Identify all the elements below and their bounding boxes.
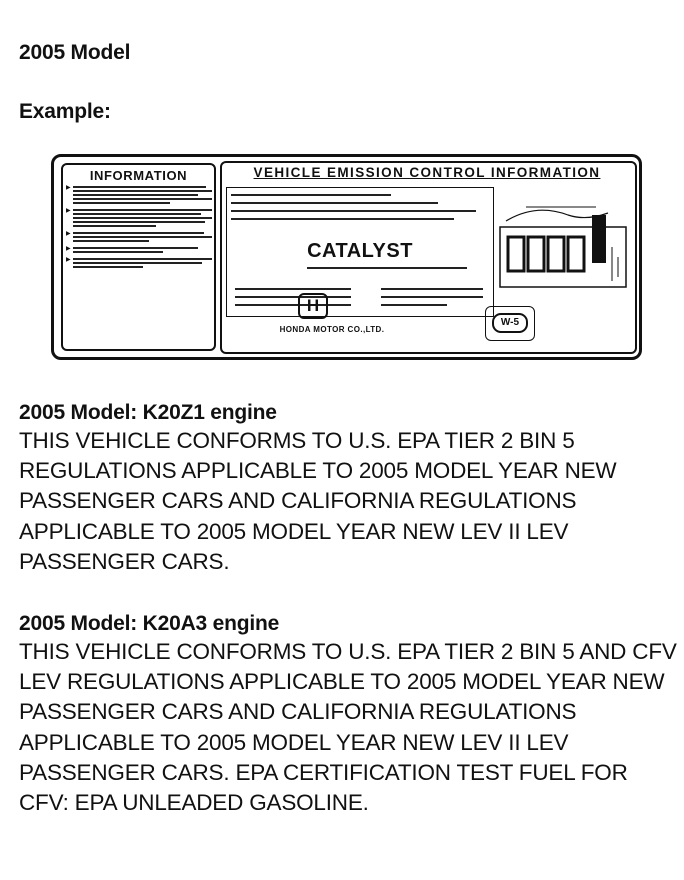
section-2-text: THIS VEHICLE CONFORMS TO U.S. EPA TIER 2 BIN 5 AND CFV LEV REGULATIONS APPLICABLE TO 2005 MODEL YEAR NEW PASSENGER CARS AND CALIFORNIA REGULATIONS APPLICABLE TO 2005 MODEL YEAR NEW LEV II LEV PASSENGER CARS. EPA CERTIFICATION TEST FUEL FOR CFV: EPA UNLEADED GASOLINE. [19,639,677,816]
section-2-heading: 2005 Model: K20A3 engine [19,612,280,635]
vec-title: VEHICLE EMISSION CONTROL INFORMATION [253,165,601,180]
information-fine-print: ▶ ▶ ▶ ▶ ▶ [66,186,212,273]
catalyst-subline [227,261,493,269]
section-1-heading: 2005 Model: K20Z1 engine [19,401,277,424]
engine-diagram-icon [496,187,632,317]
information-title: INFORMATION [89,168,188,183]
example-heading: Example: [19,100,111,123]
vehicle-emission-panel [220,161,637,354]
w5-badge: W-5 [492,313,528,333]
honda-motor-text: HONDA MOTOR CO.,LTD. [279,325,385,334]
model-heading: 2005 Model [19,41,131,64]
catalyst-text: CATALYST [307,240,413,262]
regulation-fine-print [226,187,494,317]
section-1-text: THIS VEHICLE CONFORMS TO U.S. EPA TIER 2 BIN 5 REGULATIONS APPLICABLE TO 2005 MODEL YEAR NEW PASSENGER CARS AND CALIFORNIA REGULATIONS APPLICABLE TO 2005 MODEL YEAR NEW LEV II LEV PASSENGER CARS. [19,428,617,574]
honda-logo: H [298,293,328,319]
emission-label-image [51,154,642,360]
information-panel [61,163,216,351]
